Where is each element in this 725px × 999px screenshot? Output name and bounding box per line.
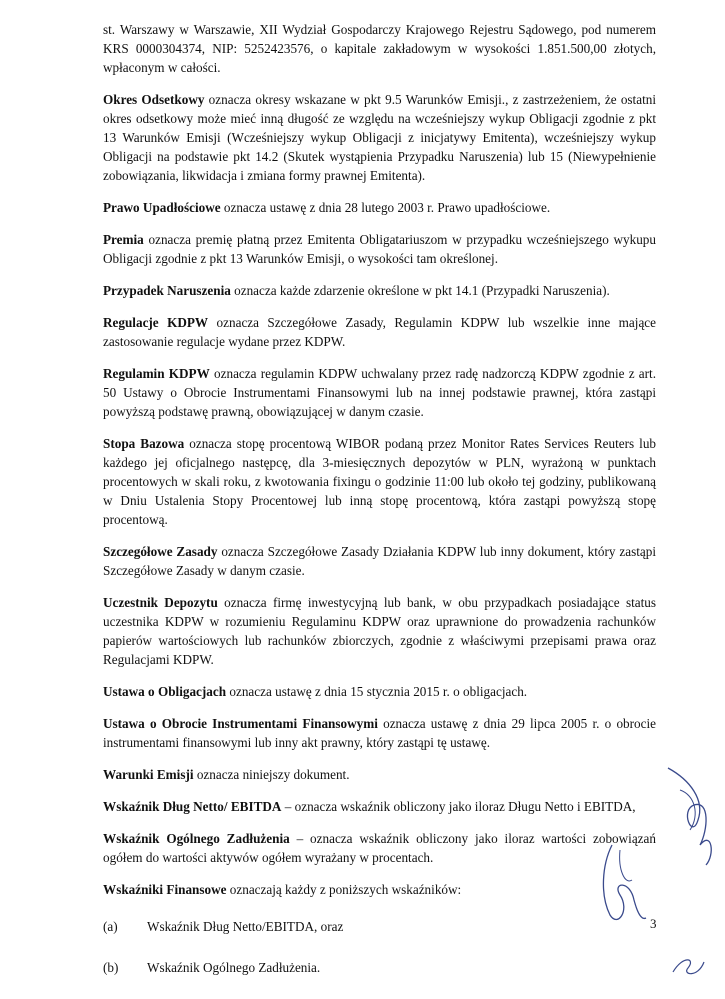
paragraph-uczestnik-depozytu — [103, 593, 656, 669]
document-body — [103, 20, 656, 999]
term: Ustawa o Obrocie Instrumentami Finansowymi — [103, 716, 378, 731]
term: Stopa Bazowa — [103, 436, 185, 451]
paragraph-wskaznik-dlug-netto — [103, 797, 656, 816]
list-item — [103, 958, 656, 977]
page-number: 3 — [650, 916, 657, 931]
term: Premia — [103, 232, 144, 247]
list-item-text: Wskaźnik Ogólnego Zadłużenia. — [147, 960, 321, 975]
paragraph-premia — [103, 230, 656, 268]
term: Uczestnik Depozytu — [103, 595, 218, 610]
paragraph-company-info — [103, 20, 656, 77]
definition-text: – oznacza wskaźnik obliczony jako iloraz Długu Netto i EBITDA, — [281, 799, 636, 814]
term: Wskaźnik Ogólnego Zadłużenia — [103, 831, 290, 846]
list-item — [103, 917, 656, 936]
definition-text: oznaczają każdy z poniższych wskaźników: — [226, 882, 462, 897]
definition-text: oznacza ustawę z dnia 28 lutego 2003 r. Prawo upadłościowe. — [220, 200, 551, 215]
term: Prawo Upadłościowe — [103, 200, 221, 215]
term: Okres Odsetkowy — [103, 92, 205, 107]
list-item-label: (b) — [103, 960, 119, 975]
definition-text: oznacza okresy wskazane w pkt 9.5 Warunków Emisji., z zastrzeżeniem, że ostatni okres odsetkowy może mieć inną długość ze względu na wcześniejszy wykup Obligacji zgodnie z pkt 13 Warunków Emisji (Wcześniejszy wykup Obligacji z inicjatywy Emitenta), wcześniejszy wykup Obligacji na podstawie pkt 14.2 (Skutek wystąpienia Przypadku Naruszenia) lub 15 (Niewypełnienie zobowiązania, likwidacja i zmiana formy prawnej Emitenta). — [103, 92, 657, 183]
paragraph-okres-odsetkowy — [103, 90, 656, 185]
list-item-text: Wskaźnik Dług Netto/EBITDA, oraz — [147, 919, 344, 934]
term: Regulacje KDPW — [103, 315, 209, 330]
handwritten-initials — [590, 840, 650, 930]
definition-text: oznacza każde zdarzenie określone w pkt 14.1 (Przypadki Naruszenia). — [230, 283, 610, 298]
paragraph-wskazniki-finansowe — [103, 880, 656, 899]
definition-text: – oznacza wskaźnik obliczony jako iloraz wartości zobowiązań ogółem do wartości aktywów ogółem wyrażany w procentach. — [103, 831, 656, 865]
paragraph-ustawa-o-obrocie — [103, 714, 656, 752]
definition-text: oznacza ustawę z dnia 29 lipca 2005 r. o obrocie instrumentami finansowymi lub inny akt prawny, który zastąpi tę ustawę. — [103, 716, 657, 750]
paragraph-warunki-emisji — [103, 765, 656, 784]
definition-text: oznacza stopę procentową WIBOR podaną przez Monitor Rates Services Reuters lub każdego jej oficjalnego następcę, dla 3-miesięcznych depozytów w PLN, wyrażoną w punktach procentowych w skali roku, z kwotowania fixingu o godzinie 11:00 lub około tej godziny, publikowaną w Dniu Ustalenia Stopy Procentowej lub inną stopę procentową, która zastąpi powyższą stopę procentową. — [103, 436, 657, 527]
handwritten-initial-small — [668, 950, 708, 980]
paragraph-stopa-bazowa — [103, 434, 656, 529]
paragraph-wskaznik-ogolnego-zadluzenia — [103, 829, 656, 867]
definition-text: oznacza Szczegółowe Zasady, Regulamin KDPW lub wszelkie inne mające zastosowanie regulacje wydane przez KDPW. — [103, 315, 657, 349]
paragraph-regulamin-kdpw — [103, 364, 656, 421]
list-item-label: (a) — [103, 919, 118, 934]
term: Wskaźnik Dług Netto/ EBITDA — [103, 799, 282, 814]
definition-text: oznacza firmę inwestycyjną lub bank, w obu przypadkach posiadające status uczestnika KDPW w rozumieniu Regulaminu KDPW oraz uprawnione do prowadzenia rachunków papierów wartościowych lub rachunków zbiorczych, zgodnie z właściwymi przepisami prawa oraz Regulacjami KDPW. — [103, 595, 656, 667]
definition-text: oznacza regulamin KDPW uchwalany przez radę nadzorczą KDPW zgodnie z art. 50 Ustawy o Obrocie Instrumentami Finansowymi lub na innej podstawie prawnej, która zastąpi powyższą podstawę prawną, obowiązującej w danym czasie. — [103, 366, 656, 419]
definition-text: oznacza Szczegółowe Zasady Działania KDPW lub inny dokument, który zastąpi Szczegółowe Zasady w danym czasie. — [103, 544, 656, 578]
handwritten-signature — [660, 760, 720, 870]
term: Wskaźniki Finansowe — [103, 882, 227, 897]
definition-text: oznacza niniejszy dokument. — [193, 767, 350, 782]
paragraph-prawo-upadlosciowe — [103, 198, 656, 217]
term: Warunki Emisji — [103, 767, 194, 782]
term: Przypadek Naruszenia — [103, 283, 231, 298]
term: Regulamin KDPW — [103, 366, 210, 381]
paragraph-szczegolowe-zasady — [103, 542, 656, 580]
paragraph-przypadek-naruszenia — [103, 281, 656, 300]
paragraph-ustawa-o-obligacjach — [103, 682, 656, 701]
definition-text: oznacza ustawę z dnia 15 stycznia 2015 r. o obligacjach. — [226, 684, 528, 699]
term: Ustawa o Obligacjach — [103, 684, 227, 699]
term: Szczegółowe Zasady — [103, 544, 218, 559]
definition-text: st. Warszawy w Warszawie, XII Wydział Gospodarczy Krajowego Rejestru Sądowego, pod numerem KRS 0000304374, NIP: 5252423576, o kapitale zakładowym w wysokości 1.851.500,00 złotych, wpłaconym w całości. — [103, 22, 656, 75]
paragraph-regulacje-kdpw — [103, 313, 656, 351]
definition-text: oznacza premię płatną przez Emitenta Obligatariuszom w przypadku wcześniejszego wykupu Obligacji zgodnie z pkt 13 Warunków Emisji, o wysokości tam określonej. — [103, 232, 656, 266]
